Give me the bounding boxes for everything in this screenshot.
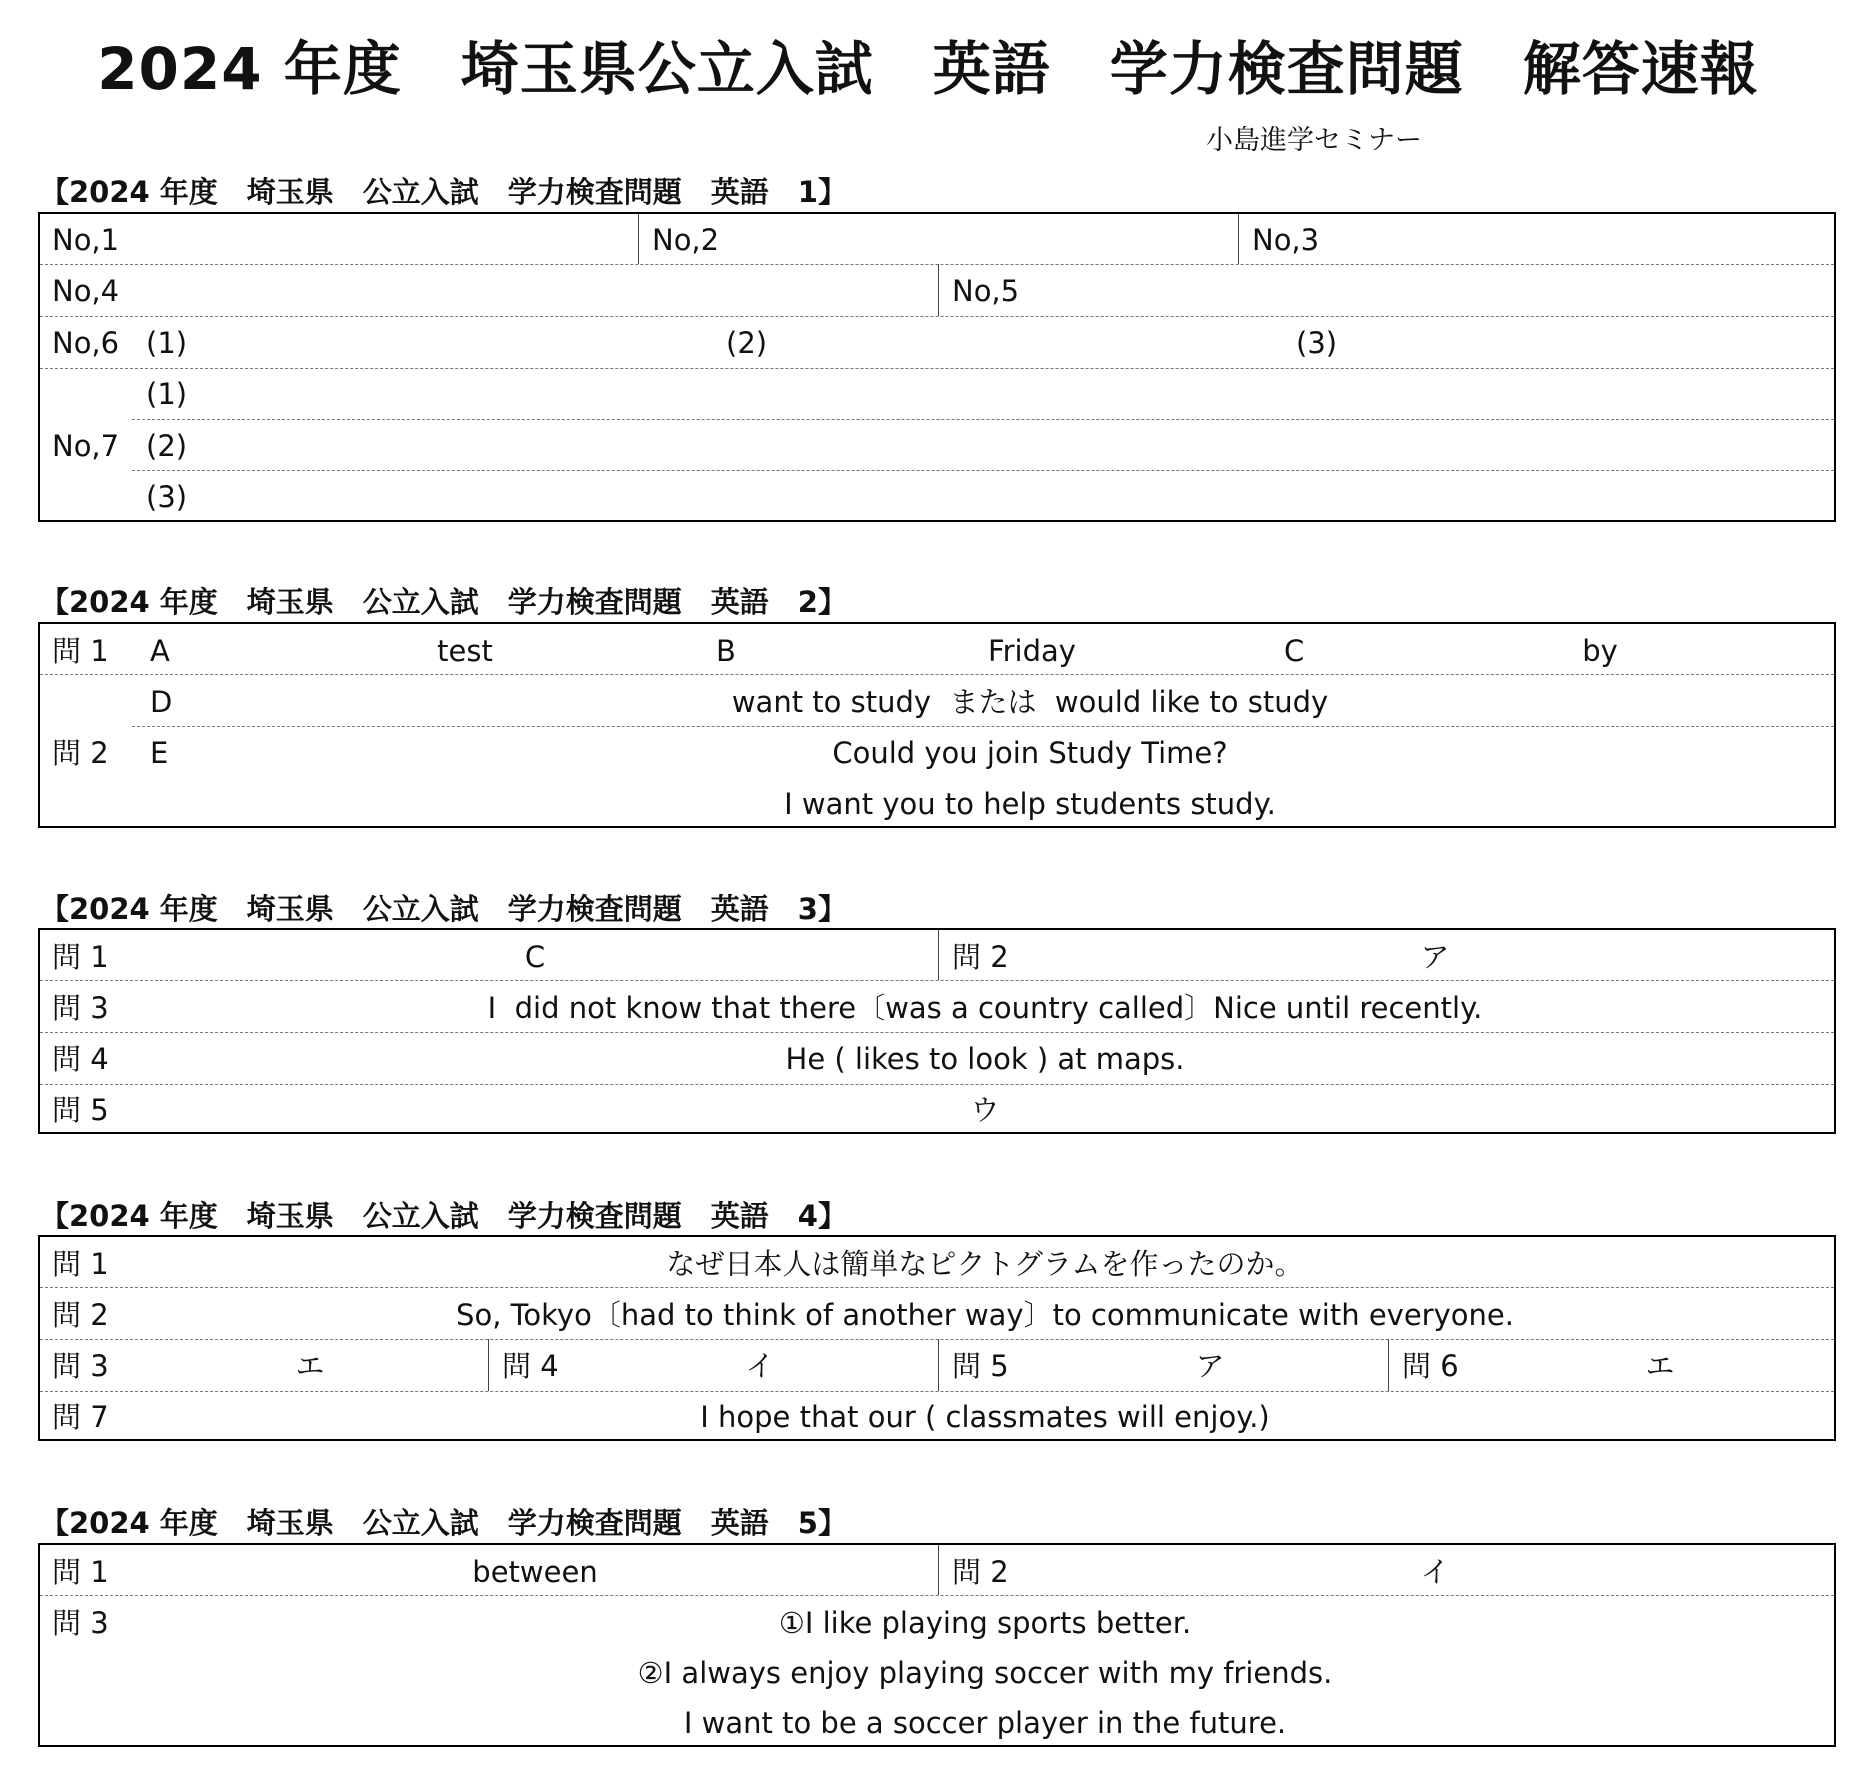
answer-e-line2: I want you to help students study.	[784, 787, 1276, 821]
label-no6-2: (2)	[726, 326, 768, 360]
q1-label: 問 1	[52, 634, 109, 668]
q5-answer: ア	[1195, 1349, 1225, 1383]
author-name: 小島進学セミナー	[1206, 125, 1422, 156]
answer-d: want to study または would like to study	[731, 685, 1329, 719]
q5-label: 問 5	[52, 1093, 109, 1127]
section-2-table	[38, 622, 1836, 828]
q6-label: 問 6	[1402, 1349, 1459, 1383]
q3-answer: I did not know that there〔was a country called〕Nice until recently.	[487, 991, 1483, 1025]
label-no3: No,3	[1252, 223, 1320, 257]
row-divider	[40, 980, 1834, 981]
q2-answer: ア	[1420, 940, 1450, 974]
label-no2: No,2	[652, 223, 720, 257]
row-divider	[132, 726, 1834, 727]
label-no7: No,7	[52, 429, 120, 463]
q4-answer: イ	[745, 1349, 775, 1383]
q2-label: 問 2	[52, 736, 109, 770]
q4-answer: He ( likes to look ) at maps.	[785, 1042, 1185, 1076]
col-divider	[1388, 1339, 1389, 1391]
row-divider	[40, 674, 1834, 675]
section-3-title: 【2024 年度 埼玉県 公立入試 学力検査問題 英語 3】	[40, 892, 847, 926]
q3-answer: エ	[295, 1349, 325, 1383]
row-divider	[132, 419, 1834, 420]
q4-label: 問 4	[52, 1042, 109, 1076]
q5-answer: ウ	[970, 1093, 1000, 1127]
row-divider	[40, 1391, 1834, 1392]
row-divider	[40, 1287, 1834, 1288]
label-no6: No,6	[52, 326, 120, 360]
label-no7-3: (3)	[146, 480, 188, 514]
q1-answer: C	[524, 940, 546, 974]
label-no7-1: (1)	[146, 377, 188, 411]
label-no1: No,1	[52, 223, 120, 257]
q3-label: 問 3	[52, 991, 109, 1025]
label-no6-3: (3)	[1296, 326, 1338, 360]
q2-answer: So, Tokyo〔had to think of another way〕to communicate with everyone.	[456, 1298, 1514, 1332]
page-title: 2024 年度 埼玉県公立入試 英語 学力検査問題 解答速報	[97, 35, 1759, 103]
answer-c: by	[1582, 634, 1618, 668]
section-4-table	[38, 1235, 1836, 1441]
section-1-table	[38, 212, 1836, 522]
answer-b: Friday	[988, 634, 1076, 668]
row-divider	[40, 264, 1834, 265]
label-no5: No,5	[952, 274, 1020, 308]
q3-answer-line3: I want to be a soccer player in the future.	[683, 1706, 1287, 1740]
blank-c-label: C	[1284, 634, 1305, 668]
section-1-title: 【2024 年度 埼玉県 公立入試 学力検査問題 英語 1】	[40, 175, 847, 209]
col-divider	[938, 1339, 939, 1391]
q1-answer: between	[472, 1555, 598, 1589]
q1-label: 問 1	[52, 1555, 109, 1589]
row-divider	[40, 1032, 1834, 1033]
blank-b-label: B	[716, 634, 736, 668]
q3-label: 問 3	[52, 1606, 109, 1640]
blank-d-label: D	[150, 685, 173, 719]
col-divider	[488, 1339, 489, 1391]
col-divider	[1238, 214, 1239, 264]
row-divider	[132, 470, 1834, 471]
q2-label: 問 2	[52, 1298, 109, 1332]
q3-answer-line2: ②I always enjoy playing soccer with my friends.	[637, 1656, 1333, 1690]
q4-label: 問 4	[502, 1349, 559, 1383]
col-divider	[938, 264, 939, 316]
q1-label: 問 1	[52, 940, 109, 974]
blank-a-label: A	[150, 634, 170, 668]
answer-e-line1: Could you join Study Time?	[832, 736, 1228, 770]
q6-answer: エ	[1645, 1349, 1675, 1383]
section-2-title: 【2024 年度 埼玉県 公立入試 学力検査問題 英語 2】	[40, 585, 847, 619]
section-4-title: 【2024 年度 埼玉県 公立入試 学力検査問題 英語 4】	[40, 1199, 847, 1233]
q7-answer: I hope that our ( classmates will enjoy.)	[700, 1400, 1270, 1434]
q2-answer: イ	[1420, 1555, 1450, 1589]
row-divider	[40, 1084, 1834, 1085]
q1-answer: なぜ日本人は簡単なピクトグラムを作ったのか。	[666, 1247, 1304, 1281]
label-no6-1: (1)	[146, 326, 188, 360]
q5-label: 問 5	[952, 1349, 1009, 1383]
section-5-title: 【2024 年度 埼玉県 公立入試 学力検査問題 英語 5】	[40, 1506, 847, 1540]
q2-label: 問 2	[952, 940, 1009, 974]
q2-label: 問 2	[952, 1555, 1009, 1589]
row-divider	[40, 368, 1834, 369]
answer-a: test	[437, 634, 493, 668]
col-divider	[938, 930, 939, 980]
col-divider	[938, 1545, 939, 1595]
q3-label: 問 3	[52, 1349, 109, 1383]
section-3-table	[38, 928, 1836, 1134]
q3-answer-line1: ①I like playing sports better.	[778, 1606, 1192, 1640]
row-divider	[40, 316, 1834, 317]
label-no7-2: (2)	[146, 429, 188, 463]
q1-label: 問 1	[52, 1247, 109, 1281]
row-divider	[40, 1339, 1834, 1340]
blank-e-label: E	[150, 736, 169, 770]
q7-label: 問 7	[52, 1400, 109, 1434]
row-divider	[40, 1595, 1834, 1596]
section-5-table	[38, 1543, 1836, 1747]
col-divider	[638, 214, 639, 264]
label-no4: No,4	[52, 274, 120, 308]
